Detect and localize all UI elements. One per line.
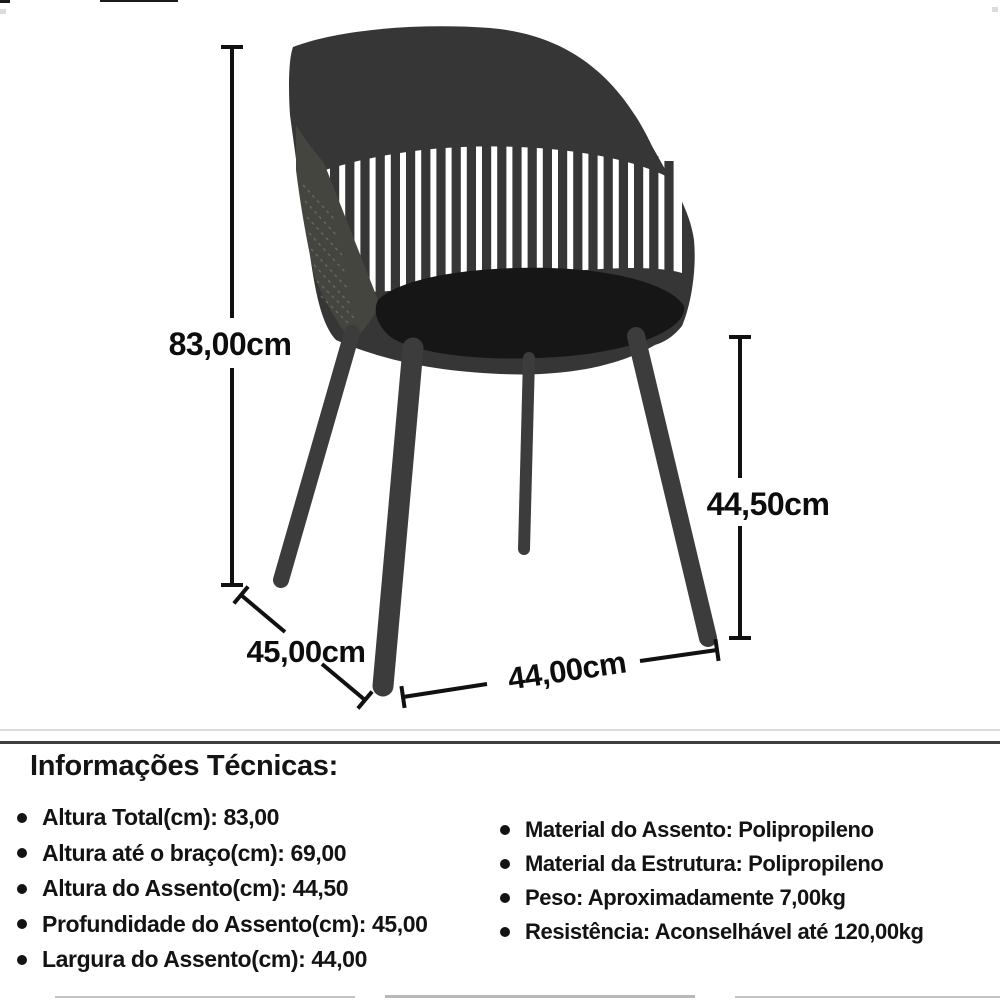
bullet-icon	[17, 955, 27, 965]
bullet-icon	[500, 927, 510, 937]
spec-item-label: Material da Estrutura: Polipropileno	[525, 851, 884, 876]
bullet-icon	[17, 884, 27, 894]
dimension-label-seat-height: 44,50cm	[706, 486, 830, 522]
spec-list-left	[12, 800, 492, 978]
bottom-edge-artifact	[55, 996, 355, 998]
chair-leg-back	[524, 358, 529, 549]
dimension-line-total-height	[221, 47, 243, 585]
chair-leg-right	[636, 336, 708, 638]
bottom-edge-artifact	[735, 996, 1000, 998]
spec-item-label: Altura até o braço(cm): 69,00	[42, 839, 347, 866]
spec-item	[12, 836, 492, 872]
chair-leg-inner-left	[383, 348, 413, 686]
spec-list-right	[495, 813, 1000, 949]
spec-item	[12, 800, 492, 836]
bullet-icon	[500, 859, 510, 869]
bullet-icon	[500, 893, 510, 903]
divider-line-light	[0, 729, 1000, 731]
spec-item-label: Altura do Assento(cm): 44,50	[42, 875, 349, 902]
spec-item	[495, 847, 1000, 881]
divider-line	[0, 741, 1000, 744]
spec-item	[495, 881, 1000, 915]
bullet-icon	[500, 825, 510, 835]
dimension-label-seat-depth: 45,00cm	[246, 634, 366, 669]
spec-item	[12, 871, 492, 907]
bullet-icon	[17, 919, 27, 929]
spec-item-label: Altura Total(cm): 83,00	[42, 804, 280, 831]
bottom-edge-artifact	[385, 995, 695, 998]
spec-item-label: Material do Assento: Polipropileno	[525, 817, 874, 842]
dimension-label-seat-width: 44,00cm	[505, 644, 629, 697]
section-heading: Informações Técnicas:	[30, 750, 338, 782]
dimension-label-total-height: 83,00cm	[168, 326, 292, 362]
spec-item-label: Profundidade do Assento(cm): 45,00	[42, 910, 428, 937]
bullet-icon	[17, 813, 27, 823]
spec-item	[495, 915, 1000, 949]
spec-item-label: Peso: Aproximadamente 7,00kg	[525, 885, 846, 910]
spec-item-label: Largura do Assento(cm): 44,00	[42, 946, 367, 973]
chair-leg-front-left	[281, 333, 352, 580]
bullet-icon	[17, 848, 27, 858]
spec-item	[12, 907, 492, 943]
spec-item	[12, 942, 492, 978]
spec-item-label: Resistência: Aconselhável até 120,00kg	[525, 919, 924, 944]
spec-item	[495, 813, 1000, 847]
